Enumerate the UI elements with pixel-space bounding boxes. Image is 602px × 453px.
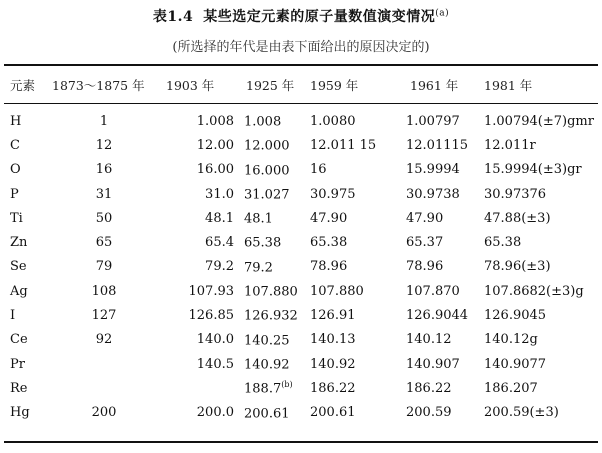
value-1925 — [240, 230, 308, 254]
value-1981-text: 1.00794(±7)gmr — [484, 113, 594, 129]
value-1981 — [482, 133, 598, 157]
value-1981-text: 186.207 — [484, 380, 538, 396]
value-1959 — [308, 328, 396, 352]
value-1981 — [482, 303, 598, 327]
value-1961 — [396, 182, 482, 206]
value-1981-text: 12.011r — [484, 137, 536, 153]
table-row — [4, 182, 598, 206]
value-1873-1875-text: 50 — [95, 210, 113, 226]
value-1903-text: 16.00 — [196, 162, 234, 178]
table-row — [4, 133, 598, 157]
value-1873-1875 — [48, 158, 160, 182]
value-1981 — [482, 158, 598, 182]
value-1903 — [160, 103, 240, 133]
table-row — [4, 376, 598, 400]
value-1903-text: 107.93 — [188, 283, 234, 299]
value-1959-text: 200.61 — [310, 405, 356, 421]
value-1903-text: 126.85 — [188, 308, 234, 324]
element-cell-text: Ti — [10, 210, 23, 226]
value-1981 — [482, 182, 598, 206]
value-1981-text: 65.38 — [484, 235, 522, 251]
value-1959-text: 65.38 — [310, 235, 348, 251]
value-1925-text: 1.008 — [244, 114, 282, 130]
value-1959-text: 140.92 — [310, 356, 356, 372]
value-1873-1875 — [48, 303, 160, 327]
value-1925 — [240, 352, 308, 376]
value-1903-text: 140.0 — [196, 332, 234, 348]
value-1961-text: 47.90 — [406, 210, 444, 226]
value-1903-text: 79.2 — [205, 259, 234, 275]
value-1903 — [160, 255, 240, 279]
value-1981-text: 140.12g — [484, 332, 538, 348]
value-1925-text: 107.880 — [244, 284, 298, 300]
value-1961 — [396, 133, 482, 157]
header-1981: 1981 年 — [484, 77, 533, 93]
element-cell — [4, 401, 48, 425]
header-1961: 1961 年 — [410, 77, 459, 93]
value-1925-text: 12.000 — [244, 138, 290, 154]
value-1903 — [160, 182, 240, 206]
value-1959 — [308, 158, 396, 182]
value-1959 — [308, 133, 396, 157]
element-cell — [4, 133, 48, 157]
element-cell — [4, 279, 48, 303]
value-1925 — [240, 182, 308, 206]
value-1961-text: 126.9044 — [406, 308, 469, 324]
element-cell — [4, 230, 48, 254]
value-1959-text: 30.975 — [310, 186, 356, 202]
value-1981-text: 107.8682(±3)g — [484, 283, 584, 299]
value-1903 — [160, 158, 240, 182]
element-cell-text: P — [10, 186, 19, 202]
value-1959 — [308, 206, 396, 230]
value-1961-text: 140.907 — [406, 356, 460, 372]
value-1959 — [308, 255, 396, 279]
value-1981-text: 47.88(±3) — [484, 210, 551, 226]
element-cell-text: I — [10, 308, 16, 324]
value-1961 — [396, 255, 482, 279]
header-1903: 1903 年 — [166, 77, 215, 93]
table-caption — [0, 6, 602, 26]
value-1925-text: 31.027 — [244, 187, 290, 203]
atomic-weight-table — [4, 66, 598, 425]
value-1873-1875-text: 31 — [95, 186, 113, 202]
value-1925 — [240, 328, 308, 352]
value-1925 — [240, 158, 308, 182]
value-1873-1875 — [48, 401, 160, 425]
value-1961 — [396, 230, 482, 254]
element-cell — [4, 206, 48, 230]
value-1959-text: 1.0080 — [310, 113, 356, 129]
value-1925 — [240, 133, 308, 157]
value-1925-text: 16.000 — [244, 162, 290, 178]
value-1959-text: 12.011 15 — [310, 137, 377, 153]
value-footnote-mark: (b) — [281, 380, 293, 390]
value-1873-1875-text: 65 — [95, 235, 113, 251]
value-1961 — [396, 158, 482, 182]
value-1873-1875 — [48, 230, 160, 254]
table-body — [4, 103, 598, 425]
value-1981-text: 30.97376 — [484, 186, 547, 202]
value-1873-1875 — [48, 133, 160, 157]
value-1925-text: 188.7 — [244, 381, 282, 397]
value-1961 — [396, 401, 482, 425]
value-1903 — [160, 206, 240, 230]
value-1981-text: 78.96(±3) — [484, 259, 551, 275]
table-row — [4, 328, 598, 352]
value-1959 — [308, 401, 396, 425]
value-1959 — [308, 279, 396, 303]
element-cell — [4, 303, 48, 327]
element-cell-text: Re — [10, 380, 28, 396]
table-subtitle: (所选择的年代是由表下面给出的原因决定的) — [172, 40, 430, 55]
element-cell-text: H — [10, 113, 22, 129]
value-1903 — [160, 133, 240, 157]
value-1925 — [240, 279, 308, 303]
value-1981 — [482, 103, 598, 133]
table-row — [4, 352, 598, 376]
value-1925 — [240, 255, 308, 279]
value-1873-1875 — [48, 103, 160, 133]
value-1959-text: 47.90 — [310, 210, 348, 226]
value-1981 — [482, 255, 598, 279]
table-number: 表1.4 — [152, 9, 194, 25]
element-cell — [4, 182, 48, 206]
element-cell — [4, 255, 48, 279]
table-title: 某些选定元素的原子量数值演变情况 — [203, 9, 436, 25]
element-cell-text: Se — [10, 259, 27, 275]
value-1873-1875-text: 1 — [99, 113, 109, 129]
value-1959 — [308, 182, 396, 206]
element-cell-text: Pr — [10, 356, 25, 372]
table-row — [4, 103, 598, 133]
value-1959-text: 186.22 — [310, 380, 356, 396]
value-1981 — [482, 230, 598, 254]
value-1961-text: 186.22 — [406, 380, 452, 396]
value-1981-text: 126.9045 — [484, 308, 547, 324]
table-row — [4, 158, 598, 182]
value-1961-text: 12.01115 — [406, 137, 469, 153]
value-1981 — [482, 279, 598, 303]
value-1873-1875-text: 92 — [95, 332, 113, 348]
value-1961-text: 30.9738 — [406, 186, 460, 202]
value-1961 — [396, 352, 482, 376]
value-1925 — [240, 376, 308, 400]
value-1981-text: 140.9077 — [484, 356, 547, 372]
element-cell-text: O — [10, 162, 21, 178]
element-cell — [4, 103, 48, 133]
element-cell — [4, 328, 48, 352]
value-1981 — [482, 352, 598, 376]
value-1903 — [160, 352, 240, 376]
table-row — [4, 255, 598, 279]
value-1873-1875 — [48, 376, 160, 400]
header-row — [4, 66, 598, 103]
value-1961-text: 15.9994 — [406, 162, 460, 178]
value-1903 — [160, 376, 240, 400]
value-1961 — [396, 103, 482, 133]
value-1925-text: 140.25 — [244, 332, 290, 348]
value-1903-text: 200.0 — [196, 405, 234, 421]
value-1961-text: 1.00797 — [406, 113, 460, 129]
value-1873-1875-text: 200 — [91, 405, 117, 421]
header-1925: 1925 年 — [246, 77, 295, 93]
value-1873-1875 — [48, 328, 160, 352]
element-cell — [4, 158, 48, 182]
value-1925-text: 126.932 — [244, 308, 298, 324]
value-1959 — [308, 103, 396, 133]
value-1903 — [160, 328, 240, 352]
element-cell — [4, 352, 48, 376]
value-1959 — [308, 230, 396, 254]
element-cell-text: Ce — [10, 332, 28, 348]
value-1873-1875 — [48, 279, 160, 303]
value-1961-text: 107.870 — [406, 283, 460, 299]
header-1873-1875: 1873～1875 年 — [52, 77, 145, 93]
value-1959-text: 78.96 — [310, 259, 348, 275]
table-row — [4, 401, 598, 425]
value-1925-text: 140.92 — [244, 357, 290, 373]
element-cell-text: Ag — [10, 283, 28, 299]
element-cell-text: C — [10, 137, 20, 153]
value-1981 — [482, 401, 598, 425]
value-1959-text: 126.91 — [310, 308, 356, 324]
value-1903-text: 1.008 — [196, 113, 234, 129]
table-row — [4, 279, 598, 303]
value-1925 — [240, 401, 308, 425]
value-1961 — [396, 279, 482, 303]
value-1925-text: 200.61 — [244, 405, 290, 421]
table-row — [4, 230, 598, 254]
value-1959 — [308, 303, 396, 327]
value-1903-text: 48.1 — [205, 210, 234, 226]
value-1873-1875-text: 16 — [95, 162, 113, 178]
value-1925-text: 48.1 — [244, 211, 273, 227]
value-1903-text: 65.4 — [205, 235, 234, 251]
table-row — [4, 303, 598, 327]
value-1903-text: 31.0 — [205, 186, 234, 202]
value-1981 — [482, 206, 598, 230]
value-1961 — [396, 328, 482, 352]
value-1873-1875 — [48, 255, 160, 279]
value-1903 — [160, 279, 240, 303]
value-1981-text: 15.9994(±3)gr — [484, 162, 582, 178]
value-1925 — [240, 303, 308, 327]
value-1961-text: 200.59 — [406, 405, 452, 421]
value-1903 — [160, 303, 240, 327]
value-1873-1875 — [48, 182, 160, 206]
value-1981 — [482, 328, 598, 352]
value-1903 — [160, 401, 240, 425]
value-1925-text: 65.38 — [244, 235, 282, 251]
value-1981 — [482, 376, 598, 400]
element-cell-text: Zn — [10, 235, 28, 251]
header-element: 元素 — [10, 77, 36, 93]
value-1925 — [240, 206, 308, 230]
value-1959-text: 16 — [310, 162, 327, 178]
value-1961-text: 65.37 — [406, 235, 444, 251]
value-1903-text: 12.00 — [196, 137, 234, 153]
element-cell — [4, 376, 48, 400]
value-1961 — [396, 206, 482, 230]
value-1959 — [308, 376, 396, 400]
value-1959-text: 140.13 — [310, 332, 356, 348]
title-footnote-mark: (a) — [435, 8, 450, 19]
value-1961-text: 140.12 — [406, 332, 452, 348]
value-1961 — [396, 376, 482, 400]
value-1903-text: 140.5 — [196, 356, 234, 372]
table-row — [4, 206, 598, 230]
value-1925-text: 79.2 — [244, 260, 273, 276]
value-1959-text: 107.880 — [310, 283, 364, 299]
value-1873-1875-text: 127 — [91, 308, 117, 324]
value-1959 — [308, 352, 396, 376]
value-1961 — [396, 303, 482, 327]
value-1873-1875 — [48, 206, 160, 230]
header-1959: 1959 年 — [310, 77, 359, 93]
value-1873-1875 — [48, 352, 160, 376]
bottom-rule — [4, 441, 598, 443]
value-1873-1875-text: 108 — [91, 283, 117, 299]
element-cell-text: Hg — [10, 405, 30, 421]
value-1903 — [160, 230, 240, 254]
value-1873-1875-text: 12 — [95, 137, 113, 153]
value-1961-text: 78.96 — [406, 259, 444, 275]
value-1981-text: 200.59(±3) — [484, 405, 559, 421]
value-1925 — [240, 103, 308, 133]
value-1873-1875-text: 79 — [95, 259, 113, 275]
